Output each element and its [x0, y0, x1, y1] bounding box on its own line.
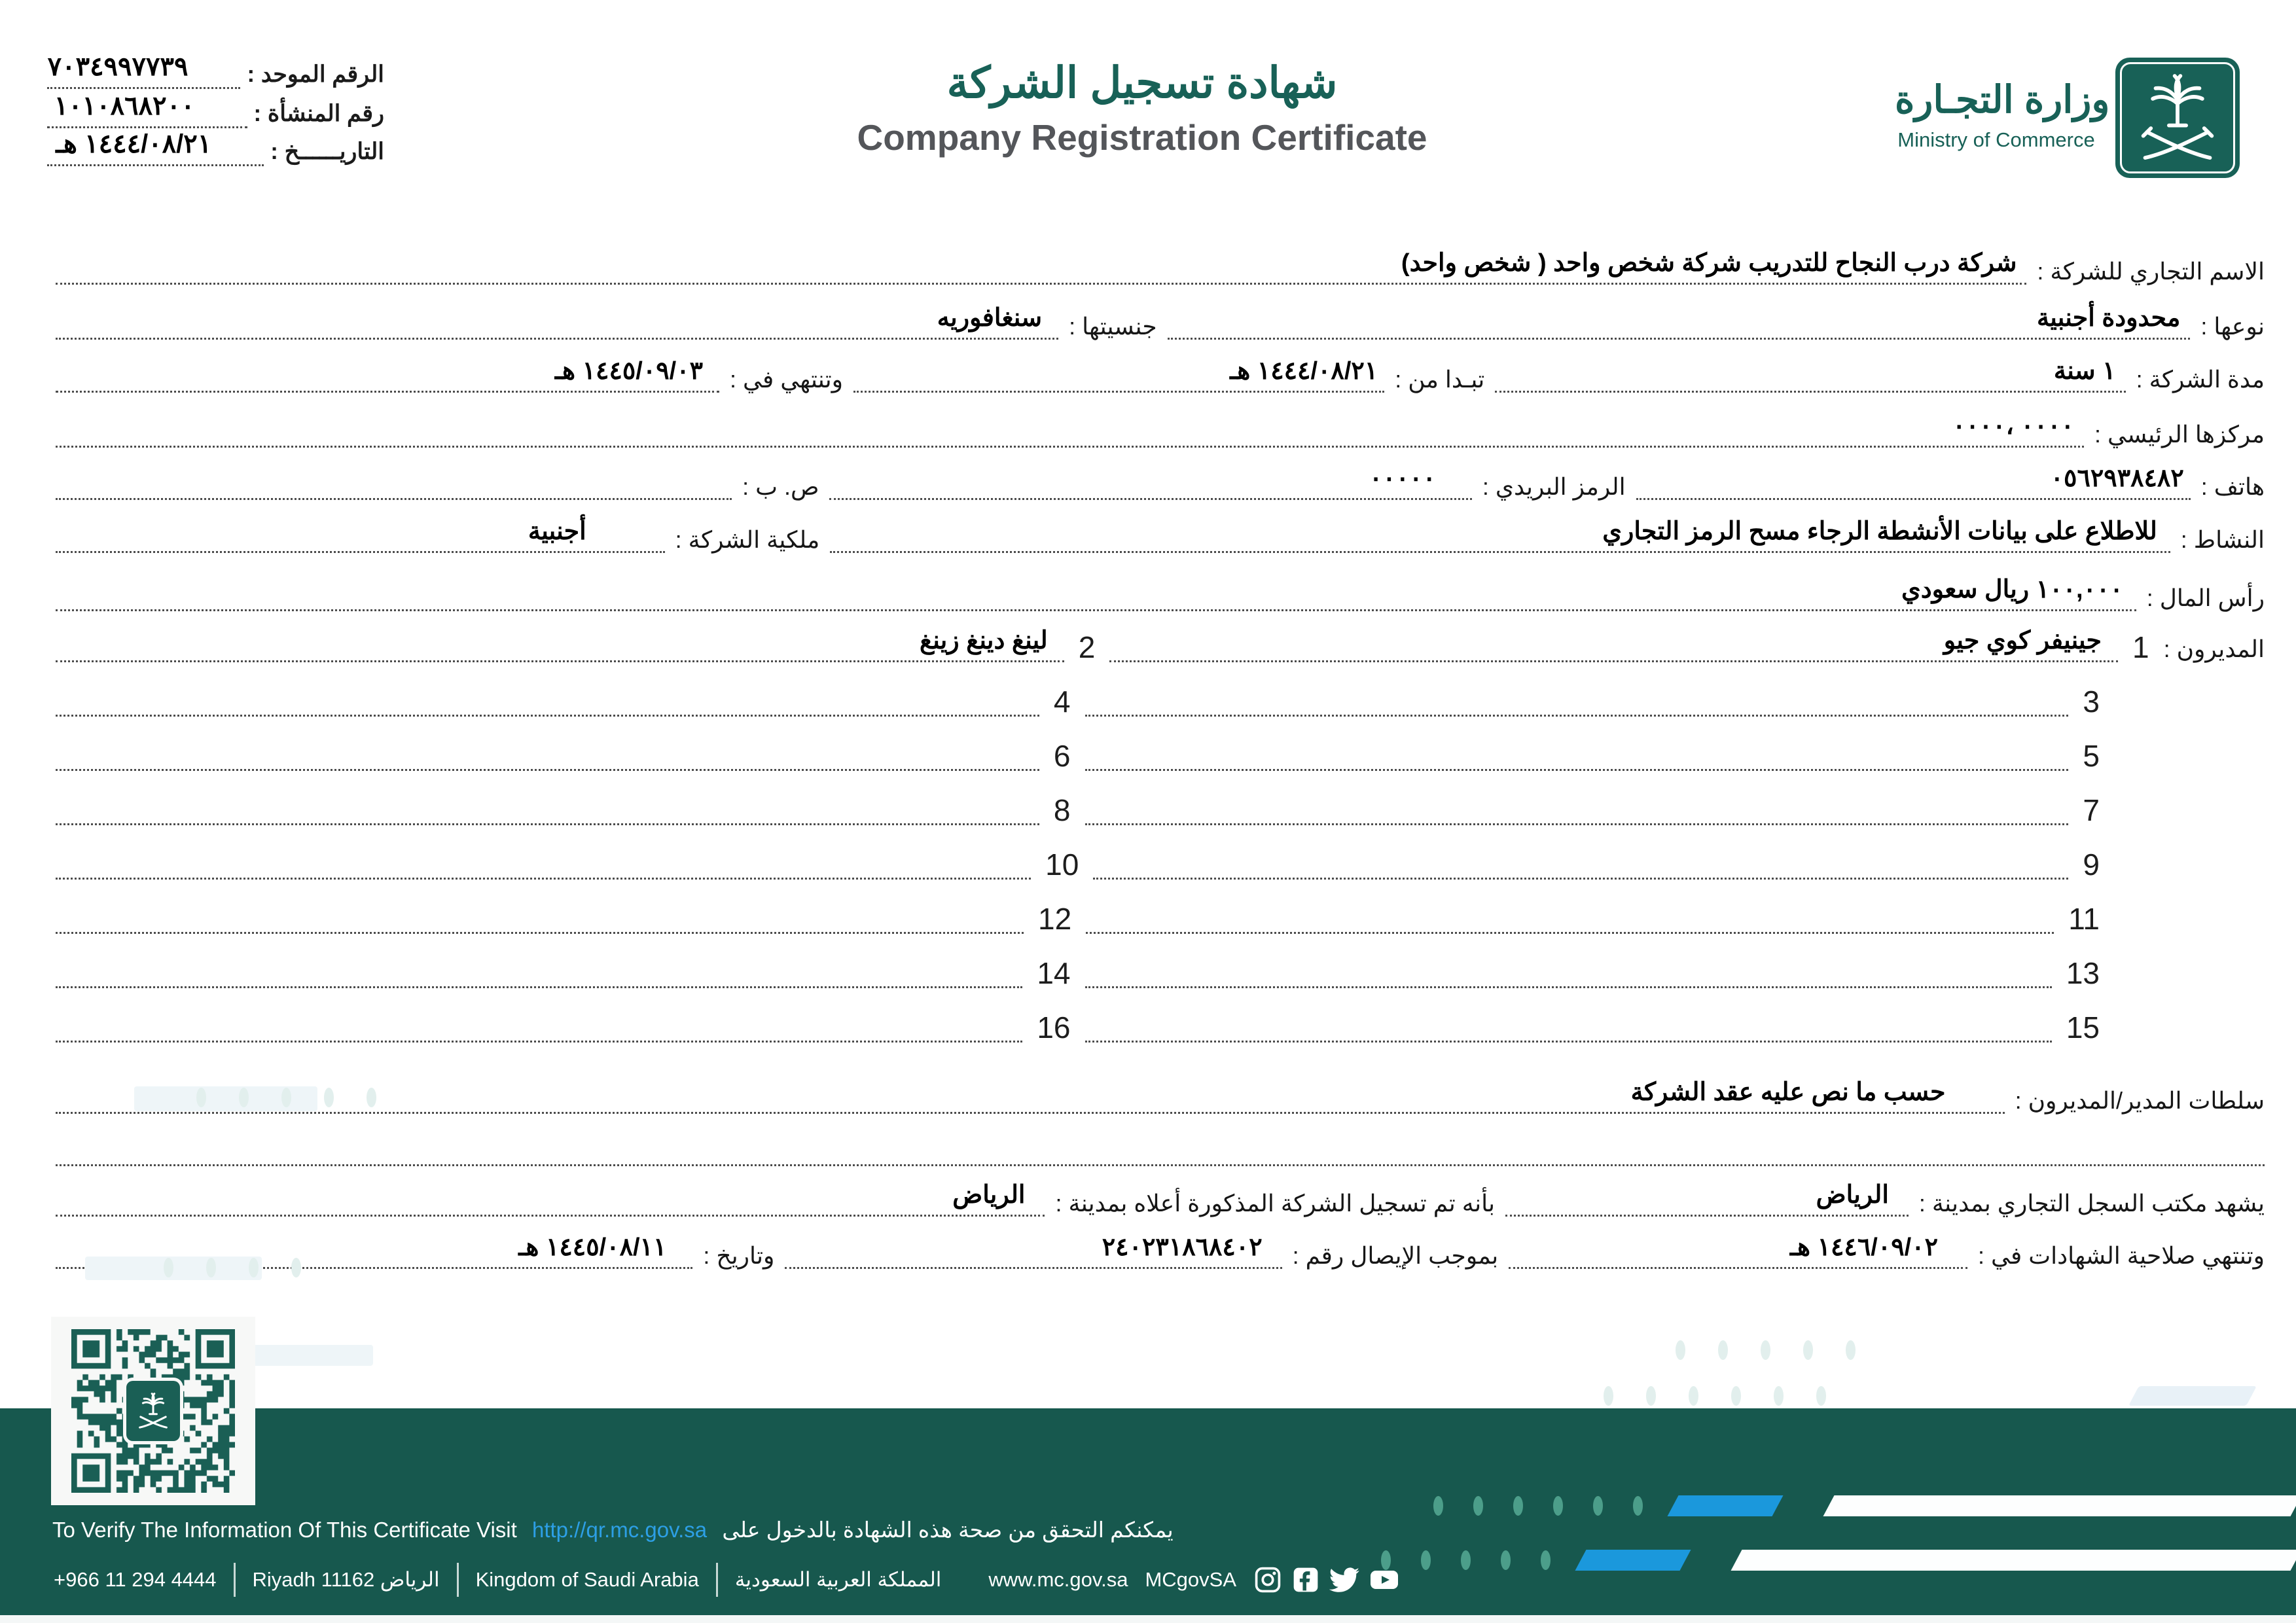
qr-center-emblem: [126, 1381, 180, 1441]
manager-number: 12: [1038, 902, 1072, 936]
emblem-border: [2120, 62, 2235, 173]
bottom-strip: [0, 1615, 2296, 1623]
manager-number: 10: [1045, 847, 1079, 882]
manager-line: [1086, 873, 2054, 934]
validity-receipt-row: [56, 1210, 2265, 1269]
activity-line: [830, 492, 2170, 553]
managers-row-3: [56, 712, 2265, 771]
watermark-dots: [1604, 1386, 1826, 1406]
verify-text-en: To Verify The Information Of This Certificate Visit: [52, 1518, 517, 1542]
managers-row-2: [56, 658, 2265, 717]
managers-row-1: [56, 603, 2265, 662]
issue-date-label: التاريــــــخ :: [270, 139, 384, 164]
palm-and-swords-icon: [134, 1389, 173, 1433]
headquarters-label: مركزها الرئيسي :: [2094, 420, 2265, 448]
issue-date-row: [47, 115, 384, 166]
instagram-icon[interactable]: [1253, 1565, 1282, 1594]
manager-number: 4: [1053, 685, 1071, 719]
verify-url-link[interactable]: http://qr.mc.gov.sa: [531, 1518, 708, 1542]
manager-number: 15: [2066, 1010, 2100, 1044]
twitter-icon[interactable]: [1329, 1565, 1359, 1595]
duration-row: [56, 334, 2265, 393]
footer-social-handle: MCgovSA: [1145, 1568, 1236, 1591]
divider: [457, 1563, 459, 1597]
receipt-number-value: ٢٤٠٢٣١٨٦٨٤٠٢: [1102, 1234, 1263, 1261]
registered-city-label: بأنه تم تسجيل الشركة المذكورة أعلاه بمدينة :: [1055, 1189, 1496, 1217]
youtube-icon[interactable]: [1369, 1564, 1400, 1596]
watermark-dots: [196, 1088, 376, 1107]
receipt-number-line: [785, 1208, 1282, 1269]
manager-line: [1085, 982, 2052, 1043]
ownership-label: ملكية الشركة :: [675, 526, 820, 553]
trade-name-value: شركة درب النجاح للتدريب شركة شخص واحد ( شخص واحد): [1401, 249, 2017, 277]
capital-label: رأس المال :: [2146, 584, 2265, 611]
managers-row-8: [56, 984, 2265, 1043]
manager-powers-value: حسب ما نص عليه عقد الشركة: [1630, 1079, 1946, 1106]
qr-code-box: [51, 1317, 255, 1505]
phone-label: هاتف :: [2200, 473, 2265, 500]
watermark-dots: [1676, 1340, 1856, 1360]
manager-line: [1085, 656, 2069, 717]
activity-value: للاطلاع على بيانات الأنشطة الرجاء مسح الرمز التجاري: [1602, 518, 2157, 545]
manager-number: 1: [2132, 630, 2149, 664]
activity-label: النشاط :: [2180, 526, 2265, 553]
pobox-label: ص. ب :: [742, 473, 819, 500]
manager-number: 2: [1078, 630, 1096, 664]
end-date-label: وتنتهي في :: [730, 365, 843, 393]
managers-row-4: [56, 766, 2265, 825]
manager-line: [1093, 819, 2068, 880]
duration-value: ١ سنة: [2053, 357, 2116, 385]
ownership-value: أجنبية: [528, 518, 586, 545]
phone-line: [1636, 439, 2191, 500]
trade-name-row: [56, 226, 2265, 285]
contact-line: [54, 1563, 1404, 1597]
duration-line: [1495, 332, 2125, 393]
manager-line: [56, 927, 1022, 988]
manager-number: 7: [2083, 793, 2100, 827]
footer-website-link[interactable]: www.mc.gov.sa: [988, 1568, 1128, 1591]
managers-label: المديرون :: [2163, 635, 2265, 662]
manager-line: [1085, 710, 2069, 771]
manager-line: [56, 873, 1024, 934]
verify-line: [52, 1517, 1174, 1543]
nationality-line: [56, 279, 1058, 340]
type-value: محدودة أجنبية: [2036, 304, 2181, 332]
manager-powers-label: سلطات المدير/المديرون :: [2015, 1086, 2265, 1114]
footer-city: Riyadh 11162 الرياض: [252, 1568, 440, 1591]
manager-line: [56, 656, 1039, 717]
phone-postal-row: [56, 441, 2265, 500]
footer-phone: +966 11 294 4444: [54, 1568, 217, 1591]
footer-decoration-row: [1381, 1550, 2296, 1571]
ownership-line: [56, 492, 665, 553]
watermark-dots: [164, 1258, 301, 1277]
type-line: [1168, 279, 2191, 340]
duration-label: مدة الشركة :: [2136, 365, 2265, 393]
receipt-number-label: بموجب الإيصال رقم :: [1292, 1241, 1499, 1269]
pobox-line: [56, 439, 732, 500]
watermark-dash: [2128, 1386, 2257, 1406]
nationality-value: سنغافوريه: [937, 304, 1043, 332]
end-date-value: ١٤٤٥/٠٩/٠٣ هـ: [554, 357, 704, 385]
manager-line: [56, 764, 1039, 825]
ministry-name-arabic: وزارة التجـارة: [1895, 79, 2110, 121]
white-bar: [1731, 1550, 2296, 1571]
manager-line: [1109, 601, 2118, 662]
headquarters-value: ٠٠٠٠ ،٠٠٠٠: [1952, 412, 2075, 440]
unified-number-label: الرقم الموحد :: [247, 62, 384, 87]
social-icons: [1253, 1564, 1400, 1596]
certificate-validity-value: ١٤٤٦/٠٩/٠٢ هـ: [1789, 1234, 1938, 1261]
divider: [234, 1563, 236, 1597]
trade-name-label: الاسم التجاري للشركة :: [2037, 257, 2265, 285]
manager-name: لينغ دينغ زينغ: [920, 627, 1048, 654]
activity-ownership-row: [56, 494, 2265, 553]
capital-value: ١٠٠,٠٠٠ ريال سعودي: [1901, 576, 2123, 603]
manager-line: [1085, 764, 2069, 825]
start-date-value: ١٤٤٤/٠٨/٢١ هـ: [1230, 357, 1378, 385]
type-label: نوعها :: [2200, 312, 2265, 340]
manager-line: [56, 982, 1022, 1043]
postal-code-line: [829, 439, 1471, 500]
end-date-line: [56, 332, 719, 393]
qr-code: [71, 1329, 235, 1493]
footer-country-ar: المملكة العربية السعودية: [734, 1568, 942, 1591]
entity-number-label: رقم المنشأة :: [253, 101, 384, 126]
manager-name: جينيفر كوي جيو: [1943, 627, 2102, 654]
manager-number: 16: [1037, 1010, 1071, 1044]
manager-line: [56, 819, 1031, 880]
start-date-line: [853, 332, 1384, 393]
ministry-emblem: [2115, 58, 2240, 178]
trade-name-line: [56, 224, 2026, 285]
ministry-name-english: Ministry of Commerce: [1897, 128, 2095, 151]
manager-number: 5: [2083, 739, 2100, 773]
manager-number: 8: [1053, 793, 1071, 827]
managers-row-7: [56, 929, 2265, 988]
manager-line: [1085, 927, 2052, 988]
manager-number: 9: [2083, 847, 2100, 882]
certificate-validity-line: [1509, 1208, 1967, 1269]
divider: [716, 1563, 718, 1597]
manager-number: 3: [2083, 685, 2100, 719]
postal-code-label: الرمز البريدي :: [1482, 473, 1626, 500]
unified-number-value: ٧٠٣٤٩٩٧٧٣٩: [47, 52, 188, 81]
postal-code-value: ٠٠٠٠٠: [1369, 465, 1436, 492]
managers-row-6: [56, 875, 2265, 934]
manager-number: 13: [2066, 956, 2100, 990]
type-nationality-row: [56, 281, 2265, 340]
nationality-label: جنسيتها :: [1069, 312, 1157, 340]
issue-date-value: ١٤٤٤/٠٨/٢١ هـ: [56, 130, 212, 158]
registry-office-label: يشهد مكتب السجل التجاري بمدينة :: [1918, 1189, 2265, 1217]
manager-line: [56, 710, 1039, 771]
footer-country-en: Kingdom of Saudi Arabia: [475, 1568, 699, 1591]
manager-line: [56, 601, 1064, 662]
certificate-validity-label: وتنتهي صلاحية الشهادات في :: [1978, 1241, 2265, 1269]
manager-number: 14: [1037, 956, 1071, 990]
certificate-title-english: Company Registration Certificate: [857, 117, 1427, 158]
issue-date-line: [47, 113, 264, 166]
registry-office-city: الرياض: [1816, 1181, 1889, 1209]
certificate-title-arabic: شهادة تسجيل الشركة: [946, 58, 1338, 107]
receipt-date-label: وتاريخ :: [703, 1241, 775, 1269]
footer-decoration-row: [1433, 1495, 2296, 1516]
start-date-label: تبـدا من :: [1395, 365, 1485, 393]
facebook-icon[interactable]: [1291, 1565, 1320, 1594]
manager-number: 6: [1053, 739, 1071, 773]
registered-city-value: الرياض: [952, 1181, 1026, 1209]
managers-row-5: [56, 821, 2265, 880]
blue-dash: [1575, 1550, 1691, 1571]
manager-number: 11: [2068, 902, 2100, 936]
entity-number-value: ١٠١٠٨٦٨٢٠٠: [54, 92, 195, 120]
blue-dash: [1667, 1495, 1783, 1516]
receipt-date-value: ١٤٤٥/٠٨/١١ هـ: [518, 1234, 667, 1261]
phone-value: ٠٥٦٢٩٣٨٤٨٢: [2050, 465, 2184, 492]
verify-text-ar: يمكنكم التحقق من صحة هذه الشهادة بالدخول على: [722, 1518, 1174, 1542]
white-bar: [1823, 1495, 2296, 1516]
